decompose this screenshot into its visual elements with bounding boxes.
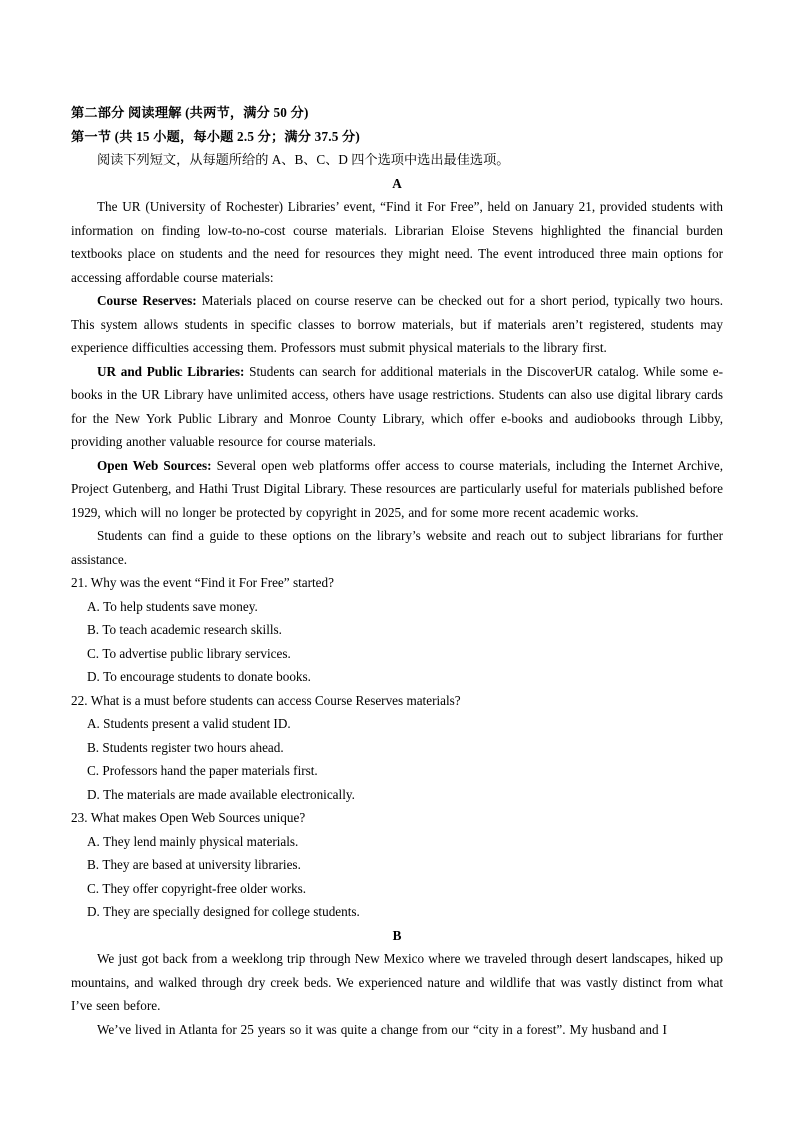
paragraph-text: Several open web platforms offer access to course materials, including the Internet Archive, Project Gutenberg, and Hathi Trust Digital Library. These resources are particularly useful for materials published before 1929, which will no longer be protected by copyright in 2025, and for some more recent academic works.	[71, 457, 724, 520]
section-instruction: 阅读下列短文，从每题所给的 A、B、C、D 四个选项中选出最佳选项。	[97, 152, 510, 167]
question-number: 21.	[71, 575, 88, 590]
option-label: C.	[87, 645, 100, 661]
passage-a-paragraph-3	[71, 360, 723, 454]
option-text: They are specially designed for college students.	[103, 904, 360, 919]
option-21-c[interactable]	[71, 642, 723, 666]
passage-letter-a: A	[392, 175, 402, 191]
paragraph-text: Students can search for additional materials in the DiscoverUR catalog. While some e-books in the UR Library have unlimited access, others have usage restrictions. Students can also use digital library cards for the New York Public Library and Monroe County Library, which offer e-books and audiobooks through Libby, providing another valuable resource for course materials.	[71, 363, 724, 449]
paragraph-text: We’ve lived in Atlanta for 25 years so it was quite a change from our “city in a forest”. My husband and I	[97, 1021, 667, 1037]
section-heading: 第一节 (共 15 小题，每小题 2.5 分；满分 37.5 分)	[71, 128, 361, 144]
question-stem-23	[71, 806, 723, 830]
option-label: B.	[87, 739, 100, 755]
option-text: They offer copyright-free older works.	[102, 880, 307, 896]
option-label: A.	[87, 598, 100, 614]
question-number: 23.	[71, 810, 88, 825]
paragraph-text: The UR (University of Rochester) Libraries’ event, “Find it For Free”, held on January 21, provided students with information on finding low-to-no-cost course materials. Librarian Eloise Stevens highlighted the financial burden textbooks place on students and the need for resources they might need. The event introduced three main options for accessing affordable course materials:	[71, 199, 723, 285]
option-22-d[interactable]	[71, 783, 723, 807]
option-text: To advertise public library services.	[102, 645, 291, 661]
option-text: To help students save money.	[103, 598, 258, 614]
option-text: Students present a valid student ID.	[103, 716, 291, 731]
passage-b-paragraph-2	[71, 1018, 723, 1042]
option-22-c[interactable]	[71, 759, 723, 783]
question-text: What is a must before students can access Course Reserves materials?	[90, 692, 461, 708]
option-label: A.	[87, 833, 100, 849]
passage-a-paragraph-2	[71, 289, 723, 360]
paragraph-text: We just got back from a weeklong trip through New Mexico where we traveled through desert landscapes, hiked up mountains, and walked through dry creek beds. We experienced nature and wildlife that was vastly distinct from what I’ve seen before.	[71, 951, 723, 1013]
option-text: The materials are made available electronically.	[103, 786, 355, 802]
option-label: D.	[87, 669, 100, 684]
passage-a-paragraph-4	[71, 454, 723, 525]
option-22-a[interactable]	[71, 712, 723, 736]
question-text: What makes Open Web Sources unique?	[90, 810, 306, 825]
paragraph-lead: Course Reserves:	[97, 293, 197, 308]
option-21-b[interactable]	[71, 618, 723, 642]
option-label: A.	[87, 716, 100, 731]
option-23-d[interactable]	[71, 900, 723, 924]
option-23-a[interactable]	[71, 830, 723, 854]
option-label: C.	[87, 763, 100, 778]
option-label: B.	[87, 622, 100, 637]
option-text: To teach academic research skills.	[102, 622, 282, 637]
question-stem-21	[71, 571, 723, 595]
passage-letter-b: B	[392, 927, 402, 943]
option-label: B.	[87, 857, 100, 872]
option-21-a[interactable]	[71, 595, 723, 619]
part-heading: 第二部分 阅读理解 (共两节，满分 50 分)	[71, 105, 309, 120]
question-block-21	[71, 571, 723, 689]
option-text: They are based at university libraries.	[102, 857, 301, 872]
passage-a-paragraph-1	[71, 195, 723, 289]
option-23-c[interactable]	[71, 877, 723, 901]
question-stem-22	[71, 689, 723, 713]
option-text: Students register two hours ahead.	[102, 739, 284, 755]
question-number: 22.	[71, 692, 88, 708]
option-label: D.	[87, 904, 100, 919]
passage-b-paragraph-1	[71, 947, 723, 1018]
page-content	[71, 101, 723, 1041]
option-22-b[interactable]	[71, 736, 723, 760]
question-block-23	[71, 806, 723, 924]
passage-a-paragraph-5	[71, 524, 723, 571]
option-label: C.	[87, 880, 100, 896]
option-21-d[interactable]	[71, 665, 723, 689]
option-text: Professors hand the paper materials first.	[102, 763, 318, 778]
question-block-22	[71, 689, 723, 807]
question-text: Why was the event “Find it For Free” started?	[90, 575, 334, 590]
paragraph-text: Students can find a guide to these options on the library’s website and reach out to subject librarians for further assistance.	[71, 528, 723, 567]
option-23-b[interactable]	[71, 853, 723, 877]
option-label: D.	[87, 786, 100, 802]
option-text: They lend mainly physical materials.	[103, 833, 299, 849]
paragraph-lead: UR and Public Libraries:	[97, 363, 245, 379]
option-text: To encourage students to donate books.	[103, 669, 311, 684]
paragraph-lead: Open Web Sources:	[97, 457, 212, 473]
paragraph-text: Materials placed on course reserve can be checked out for a short period, typically two hours. This system allows students in specific classes to borrow materials, but if materials aren’t registered, students may experience difficulties accessing them. Professors must submit physical materials to the library first.	[71, 293, 723, 355]
